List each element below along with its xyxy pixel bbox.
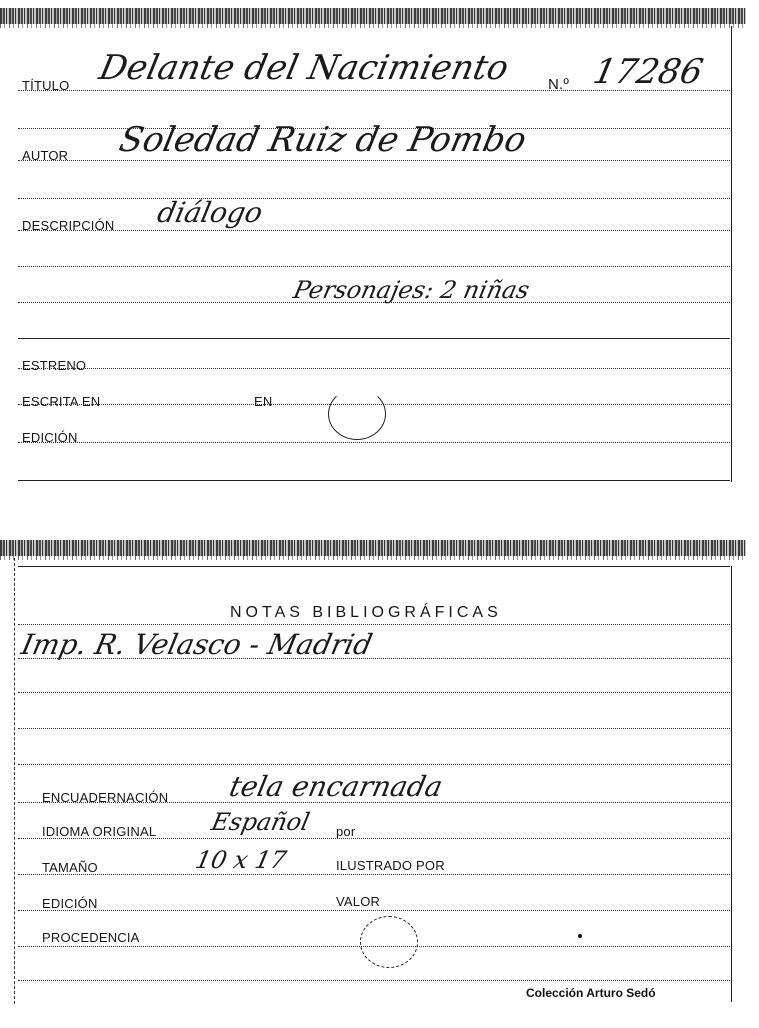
- collection-footer: Colección Arturo Sedó: [526, 986, 656, 1000]
- rule-line: [18, 624, 730, 625]
- titulo-value: Delante del Nacimiento: [95, 48, 513, 88]
- card-border-left: [14, 558, 15, 1004]
- rule-line: [18, 338, 730, 339]
- procedencia-label: PROCEDENCIA: [42, 930, 140, 945]
- ink-dot: [578, 934, 582, 938]
- rule-line: [18, 480, 730, 481]
- edicion-label: EDICIÓN: [22, 430, 78, 445]
- numero-value: 17286: [589, 52, 707, 92]
- rule-line: [18, 160, 730, 161]
- descripcion-value: diálogo: [154, 196, 266, 229]
- idioma-original-value: Español: [209, 808, 313, 836]
- rule-line: [18, 728, 730, 729]
- catalog-card-top: [0, 8, 746, 490]
- numero-label: N.º: [548, 76, 570, 93]
- tamano-label: TAMAÑO: [42, 860, 98, 875]
- rule-line: [18, 442, 730, 443]
- estreno-label: ESTRENO: [22, 358, 87, 373]
- catalog-card-bottom: [0, 540, 746, 1010]
- encuadernacion-label: ENCUADERNACIÓN: [42, 790, 169, 805]
- rule-line: [18, 764, 730, 765]
- rule-line: [18, 266, 730, 267]
- rule-line: [18, 910, 730, 911]
- card-border-right: [731, 26, 732, 482]
- edicion-label: EDICIÓN: [42, 896, 98, 911]
- encuadernacion-value: tela encarnada: [226, 770, 446, 803]
- tamano-value: 10 x 17: [193, 846, 289, 874]
- autor-value: Soledad Ruiz de Pombo: [115, 120, 530, 160]
- notas-value: Imp. R. Velasco - Madrid: [18, 628, 376, 661]
- card-border-right: [731, 566, 732, 1002]
- rule-line: [18, 566, 730, 567]
- rule-line: [18, 874, 730, 875]
- por-label: por: [336, 824, 356, 839]
- card-edge-speckle: [0, 8, 746, 24]
- rule-line: [18, 368, 730, 369]
- personajes-value: Personajes: 2 niñas: [291, 276, 533, 304]
- rule-line: [18, 230, 730, 231]
- escrita-en-label: ESCRITA EN: [22, 394, 101, 409]
- titulo-label: TÍTULO: [22, 78, 70, 93]
- autor-label: AUTOR: [22, 148, 69, 163]
- rule-line: [18, 980, 730, 981]
- descripcion-label: DESCRIPCIÓN: [22, 218, 115, 233]
- rule-line: [18, 692, 730, 693]
- stamp-circle: [360, 916, 418, 968]
- idioma-original-label: IDIOMA ORIGINAL: [42, 824, 157, 839]
- card-edge-speckle: [0, 540, 746, 556]
- rule-line: [18, 198, 730, 199]
- ilustrado-por-label: ILUSTRADO POR: [336, 858, 445, 873]
- en-label: EN: [254, 394, 273, 409]
- notas-heading: NOTAS BIBLIOGRÁFICAS: [230, 604, 502, 621]
- valor-label: VALOR: [336, 894, 381, 909]
- stamp-circle: [328, 388, 386, 440]
